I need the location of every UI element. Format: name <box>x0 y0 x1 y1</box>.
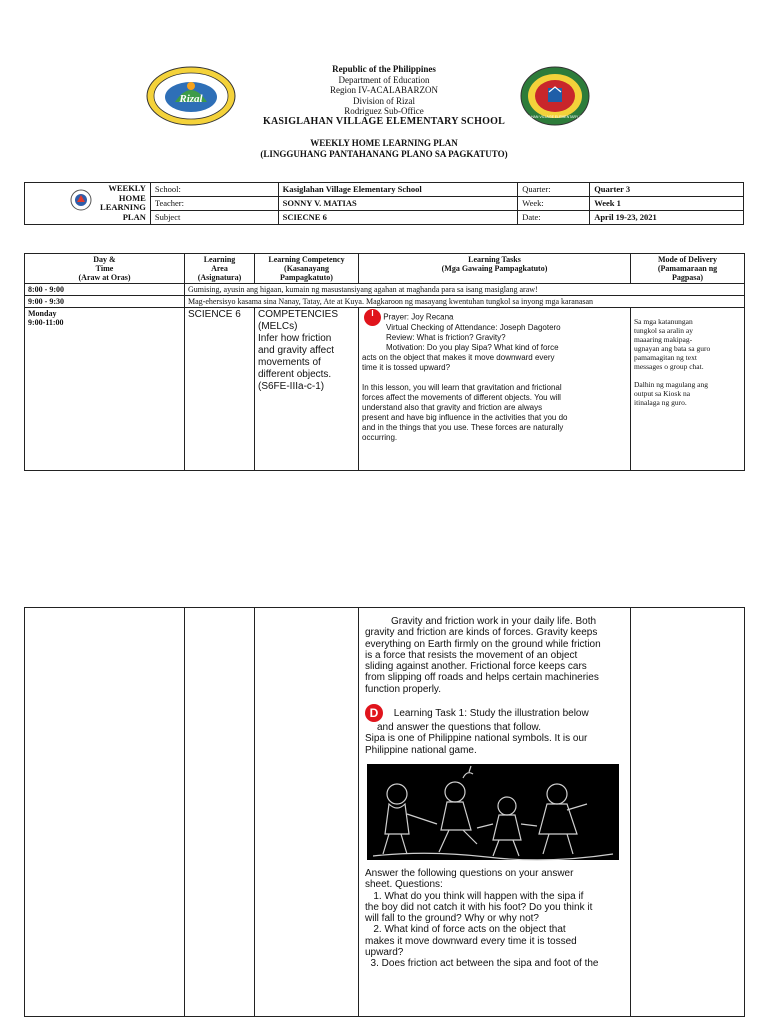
monday-time: 9:00-11:00 <box>28 318 64 327</box>
task-line-2: and answer the questions that follow. <box>377 722 541 734</box>
rizal-logo-text: Rizal <box>179 93 203 105</box>
intro-line: from slipping off roads and helps certain machineries <box>365 672 599 684</box>
lesson-line: In this lesson, you will learn that gravitation and frictional <box>362 383 562 392</box>
header-tasks-line1: Learning Tasks <box>468 255 521 264</box>
intro-line: function properly. <box>365 683 441 695</box>
header-day-line2: Time <box>95 264 114 273</box>
mode-line: ugnayan ang bata sa guro <box>634 344 711 353</box>
info-label-cell <box>25 183 151 225</box>
monday-area: SCIENCE 6 <box>185 308 255 471</box>
school-label: School: <box>150 183 278 197</box>
question-3-line: 3. Does friction act between the sipa and foot of the <box>365 958 599 970</box>
mode-line: tungkol sa aralin ay <box>634 326 693 335</box>
question-2-line: upward? <box>365 947 404 959</box>
development-badge-icon: D <box>365 704 383 722</box>
department-line: Department of Education <box>338 74 430 85</box>
motivation-line-1: Motivation: Do you play Sipa? What kind of force <box>386 343 559 352</box>
header-competency <box>255 254 359 284</box>
header-area-line3: (Asignatura) <box>197 273 242 282</box>
deped-seal-icon <box>70 189 92 211</box>
date-value: April 19-23, 2021 <box>590 211 744 225</box>
lesson-line: and in the things that you use. These forces are naturally <box>362 423 564 432</box>
prayer-line: Prayer: Joy Recana <box>383 312 454 322</box>
header-day-line1: Day & <box>93 255 116 264</box>
answer-line-2: sheet. Questions: <box>365 879 443 891</box>
header-mode-line3: Pagpasa) <box>671 273 704 282</box>
sipa-line-1: Sipa is one of Philippine national symbols. It is our <box>365 733 588 745</box>
mode-line: maaaring makipag- <box>634 335 693 344</box>
info-label-line4: PLAN <box>122 211 146 222</box>
plan-title <box>0 138 768 159</box>
header-mode <box>631 254 745 284</box>
mode-line: Dalhin ng magulang ang <box>634 380 708 389</box>
monday-tasks <box>359 308 631 471</box>
mode-line: Sa mga katanungan <box>634 317 693 326</box>
question-1-line: will fall to the ground? Why or why not? <box>365 913 539 925</box>
week-label: Week: <box>518 197 590 211</box>
header-day <box>25 254 185 284</box>
competency-line: COMPETENCIES <box>258 309 339 320</box>
intro-line: everything on Earth firmly on the ground while friction <box>365 638 601 650</box>
sipa-illustration <box>367 764 619 860</box>
lesson-line: forces affect the movements of different objects. You will <box>362 393 561 402</box>
letterhead <box>0 64 768 127</box>
schedule-activity-2: Mag-ehersisyo kasama sina Nanay, Tatay, Ate at Kuya. Magkaroon ng masayang kwentuhan tungkol sa inyong mga karanasan <box>185 296 745 308</box>
competency-line: and gravity affect <box>258 345 334 356</box>
mode-line: pamamagitan ng text <box>634 353 697 362</box>
region-line: Region IV-ACALABARZON <box>330 85 438 95</box>
sub-office-line: Rodriguez Sub-Office <box>344 106 424 116</box>
answer-line-1: Answer the following questions on your answer <box>365 867 574 879</box>
intro-line: Gravity and friction work in your daily life. Both <box>391 616 597 627</box>
question-2-line: 2. What kind of force acts on the object that <box>365 924 566 936</box>
learning-plan-table <box>24 253 745 471</box>
table-row <box>25 308 745 471</box>
table-row <box>25 284 745 296</box>
empty-cell <box>631 608 745 1017</box>
empty-cell <box>185 608 255 1017</box>
empty-cell <box>25 608 185 1017</box>
school-logo-text: KASIGLAHAN VILLAGE ELEMENTARY SCHOOL <box>516 115 594 119</box>
header-tasks <box>359 254 631 284</box>
attendance-line: Virtual Checking of Attendance: Joseph Dagotero <box>386 323 561 332</box>
intro-line: gravity and friction are kinds of forces. Gravity keeps <box>365 627 598 639</box>
competency-line: (S6FE-IIIa-c-1) <box>258 381 325 392</box>
introduction-badge-icon: I <box>364 309 381 326</box>
task-line-1: Learning Task 1: Study the illustration below <box>393 707 589 719</box>
republic-line: Republic of the Philippines <box>332 64 436 74</box>
header-day-line3: (Araw at Oras) <box>78 273 131 282</box>
mode-line: messages o group chat. <box>634 362 704 371</box>
info-label-line3: LEARNING <box>100 202 146 212</box>
competency-line: (MELCs) <box>258 321 298 332</box>
school-name: KASIGLAHAN VILLAGE ELEMENTARY SCHOOL <box>263 115 505 127</box>
teacher-value: SONNY V. MATIAS <box>278 197 518 211</box>
question-2-line: makes it move downward every time it is tossed <box>365 935 577 947</box>
header-competency-line1: Learning Competency <box>268 255 345 264</box>
quarter-label: Quarter: <box>518 183 590 197</box>
mode-line: output sa Kiosk na <box>634 389 691 398</box>
motivation-line-3: time it is tossed upward? <box>362 363 451 372</box>
continued-tasks <box>359 608 631 1017</box>
header-area-line2: Area <box>211 264 228 273</box>
info-label-line2: HOME <box>118 192 146 203</box>
header-mode-line1: Mode of Delivery <box>657 255 718 264</box>
division-line: Division of Rizal <box>353 95 415 106</box>
question-1-line: 1. What do you think will happen with the sipa if <box>365 890 584 902</box>
lesson-line: occurring. <box>362 433 398 442</box>
school-value: Kasiglahan Village Elementary School <box>278 183 518 197</box>
sipa-line-2: Philippine national game. <box>365 744 477 756</box>
header-area <box>185 254 255 284</box>
table-row <box>25 608 745 1017</box>
subject-label: Subject <box>150 211 278 225</box>
review-line: Review: What is friction? Gravity? <box>386 333 506 342</box>
intro-line: is a force that resists the movement of an object <box>365 649 578 661</box>
competency-line: different objects. <box>258 369 332 380</box>
motivation-line-2: acts on the object that makes it move downward every <box>362 353 555 362</box>
learning-plan-table-continued <box>24 607 745 1017</box>
monday-competency <box>255 308 359 471</box>
schedule-activity-1: Gumising, ayusin ang higaan, kumain ng masustansiyang agahan at maghanda para sa isang masiglang araw! <box>185 284 745 296</box>
header-competency-line2: (Kasanayang <box>284 264 329 273</box>
header-mode-line2: (Pamamaraan ng <box>657 264 718 273</box>
monday-mode <box>631 308 745 471</box>
plan-title-line2: (LINGGUHANG PANTAHANANG PLANO SA PAGKATUTO) <box>260 148 508 159</box>
header-area-line1: Learning <box>203 255 236 264</box>
mode-line: itinalaga ng guro. <box>634 398 687 407</box>
info-label-line1: WEEKLY <box>108 183 146 193</box>
empty-cell <box>255 608 359 1017</box>
schedule-time-1: 8:00 - 9:00 <box>25 284 185 296</box>
subject-value: SCIECNE 6 <box>278 211 518 225</box>
monday-day-cell <box>25 308 185 471</box>
lesson-line: present and have big influence in the activities that you do <box>362 413 568 422</box>
quarter-value: Quarter 3 <box>590 183 744 197</box>
plan-title-line1: WEEKLY HOME LEARNING PLAN <box>310 138 458 148</box>
competency-line: Infer how friction <box>258 333 332 344</box>
question-1-line: the boy did not catch it with his foot? Do you think it <box>365 901 593 913</box>
lesson-line: understand also that gravity and friction are always <box>362 403 543 412</box>
date-label: Date: <box>518 211 590 225</box>
table-row <box>25 296 745 308</box>
teacher-label: Teacher: <box>150 197 278 211</box>
header-competency-line3: Pampagkatuto) <box>280 273 333 282</box>
schedule-time-2: 9:00 - 9:30 <box>25 296 185 308</box>
monday-label: Monday <box>28 309 57 318</box>
competency-line: movements of <box>258 357 321 368</box>
week-value: Week 1 <box>590 197 744 211</box>
info-table <box>24 182 744 225</box>
intro-line: sliding against another. Frictional force keeps cars <box>365 661 587 673</box>
header-tasks-line2: (Mga Gawaing Pampagkatuto) <box>441 264 548 273</box>
